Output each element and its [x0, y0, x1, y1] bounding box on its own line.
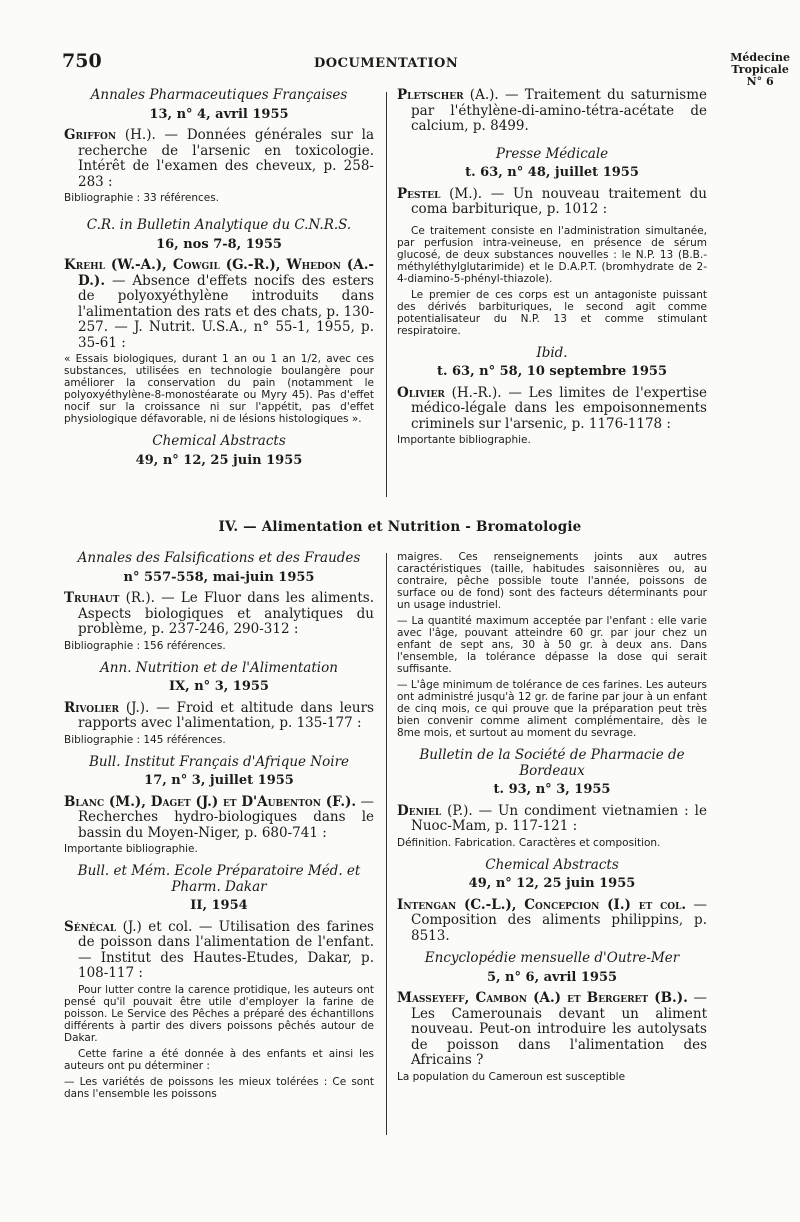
- entry-note: — Les variétés de poissons les mieux tolérées : Ce sont dans l'ensemble les poissons: [64, 1075, 374, 1100]
- column-divider-top: [386, 92, 387, 497]
- source-title: Annales Pharmaceutiques Françaises: [90, 87, 348, 103]
- source-issue: 5, n° 6, avril 1955: [486, 969, 618, 985]
- entry-authors: Intengan (C.-L.), Concepcion (I.) et col.: [397, 896, 687, 913]
- source-issue: t. 63, n° 48, juillet 1955: [465, 165, 639, 180]
- entry-authors: Krehl (W.-A.), Cowgil (G.-R.), Whedon (A.-D.).: [64, 257, 374, 289]
- entry-note: Bibliographie : 156 références.: [64, 639, 226, 652]
- source-issue: II, 1954: [190, 898, 248, 913]
- entry-author: Olivier: [397, 384, 445, 401]
- bibliographic-entry: [64, 258, 374, 351]
- source-issue: IX, n° 3, 1955: [169, 679, 269, 694]
- source-issue: t. 93, n° 3, 1955: [493, 782, 611, 797]
- bibliographic-entry: [397, 991, 707, 1069]
- entry-note: Le premier de ces corps est un antagoniste puissant des dérivés barbituriques, le second agit comme potentialisateur du N.P. 13 et comme stimulant respiratoire.: [397, 288, 707, 337]
- bibliographic-entry: [397, 187, 707, 218]
- source-title: Bull. Institut Français d'Afrique Noire: [88, 753, 350, 770]
- source-title: Ann. Nutrition et de l'Alimentation: [100, 659, 338, 676]
- bibliographic-entry: [64, 128, 374, 190]
- entry-text: (R.). — Le Fluor dans les aliments. Aspects biologiques et analytiques du problème, p. 237-246, 290-312 :: [78, 590, 374, 637]
- entry-authors: Masseyeff, Cambon (A.) et Bergeret (B.).: [397, 990, 688, 1006]
- entry-text: (A.). — Traitement du saturnisme par l'éthylène-di-amino-tétra-acétate de calcium, p. 8499.: [411, 87, 707, 134]
- entry-note: « Essais biologiques, durant 1 an ou 1 an 1/2, avec ces substances, utilisées en technologie boulangère pour améliorer la conservation du pain (notamment le polyoxyéthylène-8-monostéarate ou Myry 45). Pas d'effet nocif sur la croissance ni sur l'appétit, pas d'effet physiologique défavorable, ni de lésions histologiques ».: [64, 353, 374, 425]
- entry-note: Ce traitement consiste en l'administration simultanée, par perfusion intra-veineuse, en présence de sérum glucosé, de deux substances nouvelles : le N.P. 13 (B.B.-méthyléthylglutarimide) et le D.A.P.T. (bromhydrate de 2-4-diamino-5-phényl-thiazole).: [397, 224, 707, 285]
- source-issue: 49, n° 12, 25 juin 1955: [468, 876, 636, 891]
- journal-mark: [730, 52, 790, 88]
- entry-note: Bibliographie : 33 références.: [64, 192, 220, 204]
- column-bottom-right: [397, 551, 707, 1087]
- running-title: DOCUMENTATION: [314, 56, 459, 71]
- source-title: C.R. in Bulletin Analytique du C.N.R.S.: [86, 217, 352, 233]
- bibliographic-entry: [397, 804, 707, 835]
- entry-authors: Blanc (M.), Daget (J.) et D'Aubenton (F.).: [64, 793, 357, 810]
- entry-note: Importante bibliographie.: [397, 434, 531, 446]
- source-title: Chemical Abstracts: [485, 856, 619, 873]
- bibliographic-entry: [397, 386, 707, 433]
- source-title: Encyclopédie mensuelle d'Outre-Mer: [424, 950, 680, 966]
- bibliographic-entry: [64, 795, 374, 842]
- entry-author: Sénécal: [64, 918, 117, 935]
- source-title: Bull. et Mém. Ecole Préparatoire Méd. et Pharm. Dakar: [77, 863, 361, 895]
- source-issue: 13, n° 4, avril 1955: [149, 106, 289, 122]
- column-top-left: [64, 88, 374, 474]
- bibliographic-entry: [64, 591, 374, 638]
- entry-note: La population du Cameroun est susceptible: [397, 1070, 626, 1083]
- source-issue: 16, nos 7-8, 1955: [156, 236, 282, 252]
- source-title: Bulletin de la Société de Pharmacie de Bordeaux: [419, 747, 685, 779]
- journal-mark-line2: Tropicale: [731, 63, 789, 76]
- bibliographic-entry: [397, 898, 707, 945]
- bibliographic-entry: [64, 701, 374, 732]
- source-issue: 49, n° 12, 25 juin 1955: [135, 452, 303, 468]
- source-title: Chemical Abstracts: [152, 433, 286, 449]
- entry-text: (H.-R.). — Les limites de l'expertise médico-légale dans les empoisonnements criminels sur l'arsenic, p. 1176-1178 :: [411, 384, 707, 432]
- entry-text: — Composition des aliments philippins, p. 8513.: [411, 896, 707, 944]
- entry-author: Truhaut: [64, 590, 120, 606]
- entry-text: (J.) et col. — Utilisation des farines de poisson dans l'alimentation de l'enfant. — Institut des Hautes-Etudes, Dakar, p. 108-117 :: [78, 918, 374, 981]
- journal-mark-line3: N° 6: [746, 75, 774, 88]
- entry-text: (P.). — Un condiment vietnamien : le Nuoc-Mam, p. 117-121 :: [411, 802, 707, 834]
- entry-text: — Les Camerounais devant un aliment nouveau. Peut-on introduire les autolysats de poisson dans l'alimentation des Africains ?: [411, 990, 708, 1068]
- entry-note: Importante bibliographie.: [64, 843, 198, 855]
- entry-author: Griffon: [64, 127, 117, 143]
- entry-author: Deniel: [397, 802, 442, 819]
- source-issue: t. 63, n° 58, 10 septembre 1955: [436, 364, 668, 379]
- journal-mark-line1: Médecine: [730, 51, 790, 64]
- entry-note: Pour lutter contre la carence protidique, les auteurs ont pensé qu'il pouvait être utile d'employer la farine de poisson. Le Service des Pêches a préparé des échantillons différents à partir des divers poissons pêchés autour de Dakar.: [64, 983, 374, 1044]
- column-bottom-left: [64, 551, 374, 1104]
- bibliographic-entry: [64, 920, 374, 982]
- entry-text: (H.). — Données générales sur la recherche de l'arsenic en toxicologie. Intérêt de l'examen des cheveux, p. 258-283 :: [78, 127, 374, 190]
- entry-author: Pestel: [397, 185, 441, 202]
- page-number: 750: [62, 50, 102, 72]
- entry-note: maigres. Ces renseignements joints aux autres caractéristiques (taille, habitudes saisonnières ou, au contraire, pêche possible toute l'année, poissons de surface ou de fond) sont des facteurs déterminants pour un usage industriel.: [397, 551, 707, 611]
- source-title: Ibid.: [536, 344, 568, 361]
- entry-note: — L'âge minimum de tolérance de ces farines. Les auteurs ont administré jusqu'à 12 gr. de farine par jour à un enfant de cinq mois, ce qui prouve que la préparation peut très bien convenir comme aliment complémentaire, dès le 8me mois, et surtout au moment du sevrage.: [397, 679, 707, 739]
- entry-author: Rivolier: [64, 699, 119, 716]
- source-title: Annales des Falsifications et des Fraudes: [77, 550, 361, 566]
- source-issue: 17, n° 3, juillet 1955: [144, 773, 294, 788]
- entry-note: — La quantité maximum acceptée par l'enfant : elle varie avec l'âge, pouvant atteindre 60 gr. par jour chez un enfant de sept ans, 30 à 50 gr. à deux ans. Dans l'ensemble, la tolérance dépasse la dose qui serait suffisante.: [397, 615, 707, 675]
- entry-note: Bibliographie : 145 références.: [64, 733, 226, 746]
- bibliographic-entry: [397, 88, 707, 135]
- column-top-right: [397, 88, 707, 450]
- source-issue: n° 557-558, mai-juin 1955: [123, 569, 315, 585]
- entry-text: — Recherches hydro-biologiques dans le bassin du Moyen-Niger, p. 680-741 :: [78, 793, 374, 841]
- entry-text: (J.). — Froid et altitude dans leurs rapports avec l'alimentation, p. 135-177 :: [78, 699, 374, 731]
- source-title: Presse Médicale: [495, 145, 609, 162]
- entry-author: Pletscher: [397, 87, 464, 103]
- entry-text: — Absence d'effets nocifs des esters de polyoxyéthylène introduits dans l'alimentation des rats et des chats, p. 130-257. — J. Nutrit. U.S.A., n° 55-1, 1955, p. 35-61 :: [78, 272, 374, 351]
- entry-note: Définition. Fabrication. Caractères et composition.: [397, 836, 661, 849]
- entry-note: Cette farine a été donnée à des enfants et ainsi les auteurs ont pu déterminer :: [64, 1047, 374, 1072]
- entry-text: (M.). — Un nouveau traitement du coma barbiturique, p. 1012 :: [411, 185, 707, 217]
- column-divider-bottom: [386, 553, 387, 1135]
- section-heading: IV. — Alimentation et Nutrition - Bromatologie: [218, 519, 582, 535]
